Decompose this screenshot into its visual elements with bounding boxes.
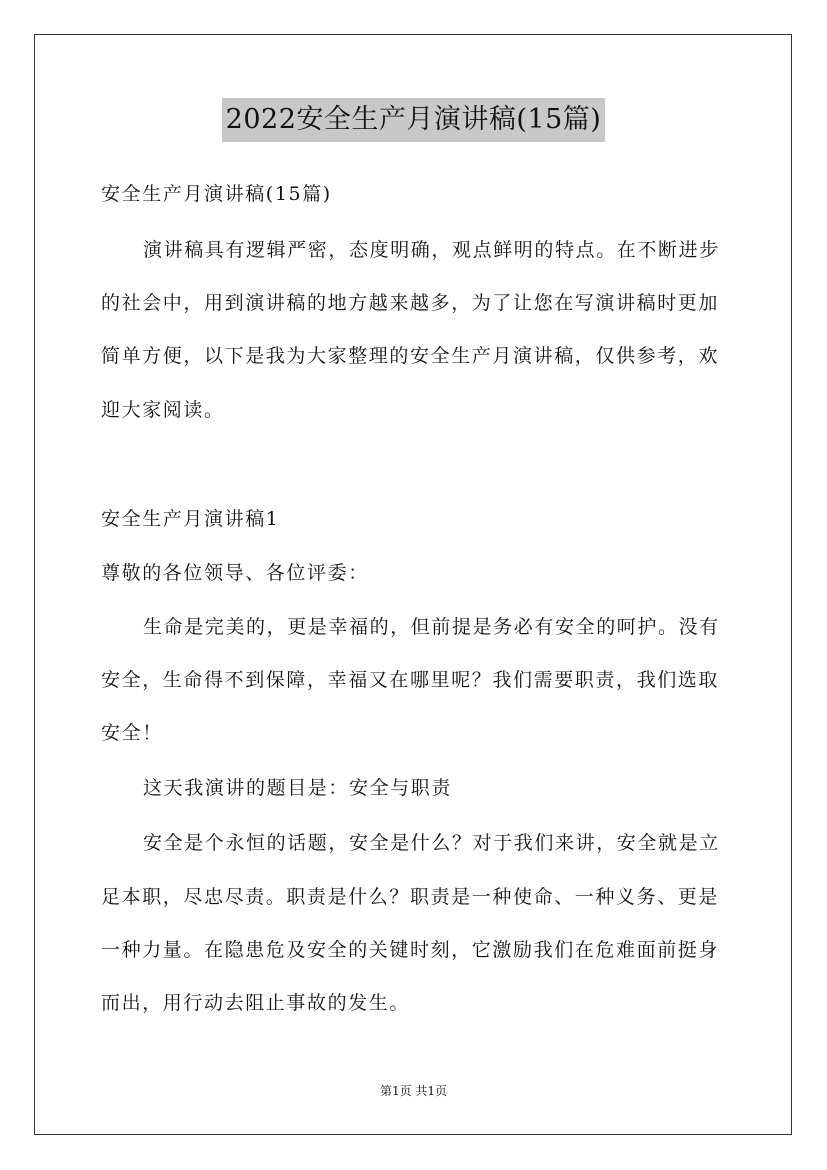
paragraph-line: 安全是个永恒的话题，安全是什么？对于我们来讲，安全就是立 <box>143 832 720 854</box>
paragraph-line: 演讲稿具有逻辑严密，态度明确，观点鲜明的特点。在不断进步 <box>143 239 720 261</box>
paragraph-line: 而出，用行动去阻止事故的发生。 <box>101 992 411 1014</box>
section-heading: 安全生产月演讲稿1 <box>101 508 280 530</box>
paragraph-line: 足本职，尽忠尽责。职责是什么？职责是一种使命、一种义务、更是 <box>101 886 720 908</box>
paragraph-line: 生命是完美的，更是幸福的，但前提是务必有安全的呵护。没有 <box>143 616 720 638</box>
paragraph-line: 一种力量。在隐患危及安全的关键时刻，它激励我们在危难面前挺身 <box>101 939 720 961</box>
salutation-line: 尊敬的各位领导、各位评委： <box>101 562 369 584</box>
page-footer: 第1页 共1页 <box>379 1084 448 1098</box>
title-container <box>0 98 827 142</box>
document-title: 2022安全生产月演讲稿(15篇) <box>222 98 606 142</box>
paragraph-line: 这天我演讲的题目是：安全与职责 <box>143 777 453 799</box>
paragraph-line: 安全！ <box>101 722 163 744</box>
paragraph-line: 迎大家阅读。 <box>101 399 225 421</box>
paragraph-line: 简单方便，以下是我为大家整理的安全生产月演讲稿，仅供参考，欢 <box>101 345 720 367</box>
paragraph-line: 安全，生命得不到保障，幸福又在哪里呢？我们需要职责，我们选取 <box>101 669 720 691</box>
subtitle-line: 安全生产月演讲稿(15篇) <box>101 183 332 205</box>
paragraph-line: 的社会中，用到演讲稿的地方越来越多，为了让您在写演讲稿时更加 <box>101 292 720 314</box>
